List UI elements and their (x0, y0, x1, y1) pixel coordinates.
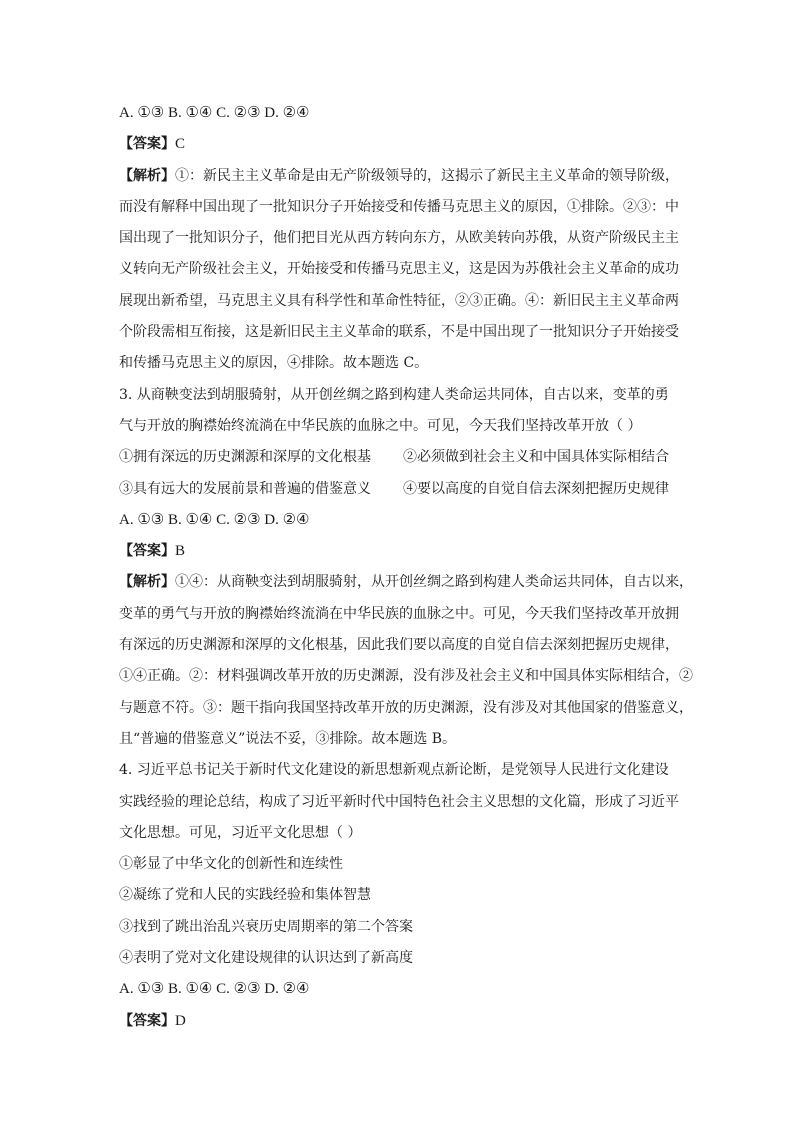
choices-line: A. ①③ B. ①④ C. ②③ D. ②④ (119, 511, 310, 528)
text-line: 义转向无产阶级社会主义，开始接受和传播马克思主义，这是因为苏俄社会主义革命的成功 (119, 261, 679, 278)
text-line: 且“普遍的借鉴意义”说法不妥，③排除。故本题选 B。 (119, 730, 457, 747)
answer-line (119, 536, 699, 567)
text-line: 实践经验的理论总结，构成了习近平新时代中国特色社会主义思想的文化篇，形成了习近平 (119, 793, 679, 810)
text-line: 4. 习近平总书记关于新时代文化建设的新思想新观点新论断，是党领导人民进行文化建设 (119, 762, 669, 779)
text-line: ①④正确。②：材料强调改革开放的历史渊源，没有涉及社会主义和中国具体实际相结合，② (119, 668, 693, 685)
text-line: 有深远的历史渊源和深厚的文化根基，因此我们要以高度的自觉自信去深刻把握历史规律， (119, 637, 679, 654)
text-line: 和传播马克思主义的原因，④排除。故本题选 C。 (119, 355, 429, 372)
option-pair (119, 442, 699, 473)
choices-line: A. ①③ B. ①④ C. ②③ D. ②④ (119, 981, 310, 998)
text-line: 文化思想。可见，习近平文化思想（ ） (119, 824, 362, 841)
text-line: 个阶段需相互衔接，这是新旧民主主义革命的联系，不是中国出现了一批知识分子开始接受 (119, 324, 679, 341)
text-line: 展现出新希望，马克思主义具有科学性和革命性特征，②③正确。④：新旧民主主义革命两 (119, 292, 679, 309)
answer-value: C (175, 136, 186, 153)
option-right: ④要以高度的自觉自信去深刻把握历史规律 (403, 480, 669, 497)
text-line: 而没有解释中国出现了一批知识分子开始接受和传播马克思主义的原因，①排除。②③：中 (119, 198, 679, 215)
answer-tag: 【答案】 (119, 1012, 175, 1029)
option-right: ②必须做到社会主义和中国具体实际相结合 (403, 449, 669, 466)
text-line: 变革的勇气与开放的胸襟始终流淌在中华民族的血脉之中。可见，今天我们坚持改革开放拥 (119, 605, 679, 622)
option-left: ③具有远大的发展前景和普遍的借鉴意义 (119, 480, 371, 497)
answer-line (119, 129, 699, 160)
text-line: 与题意不符。③：题干指向我国坚持改革开放的历史渊源，没有涉及对其他国家的借鉴意义， (119, 699, 693, 716)
analysis-line (119, 567, 699, 598)
answer-tag: 【答案】 (119, 136, 175, 153)
analysis-text: ①④：从商鞅变法到胡服骑射，从开创丝绸之路到构建人类命运共同体，自古以来， (175, 574, 693, 591)
option-left: ①拥有深远的历史渊源和深厚的文化根基 (119, 449, 371, 466)
answer-line (119, 1006, 699, 1037)
option-line: ④表明了党对文化建设规律的认识达到了新高度 (119, 950, 413, 967)
text-line: 国出现了一批知识分子，他们把目光从西方转向东方，从欧美转向苏俄，从资产阶级民主主 (119, 230, 679, 247)
text-line: 3. 从商鞅变法到胡服骑射，从开创丝绸之路到构建人类命运共同体，自古以来，变革的勇 (119, 386, 669, 403)
choices-line: A. ①③ B. ①④ C. ②③ D. ②④ (119, 105, 310, 121)
answer-value: B (175, 543, 186, 560)
option-pair (119, 474, 699, 505)
option-line: ③找到了跳出治乱兴衰历史周期率的第二个答案 (119, 918, 413, 935)
document-page (119, 98, 699, 1037)
option-line: ②凝练了党和人民的实践经验和集体智慧 (119, 887, 371, 904)
answer-tag: 【答案】 (119, 543, 175, 560)
answer-value: D (175, 1012, 186, 1029)
option-line: ①彰显了中华文化的创新性和连续性 (119, 856, 343, 873)
analysis-tag: 【解析】 (119, 574, 175, 591)
analysis-text: ①：新民主主义革命是由无产阶级领导的，这揭示了新民主主义革命的领导阶级， (175, 167, 679, 184)
analysis-tag: 【解析】 (119, 167, 175, 184)
analysis-line (119, 161, 699, 192)
text-line: 气与开放的胸襟始终流淌在中华民族的血脉之中。可见，今天我们坚持改革开放（ ） (119, 417, 642, 434)
